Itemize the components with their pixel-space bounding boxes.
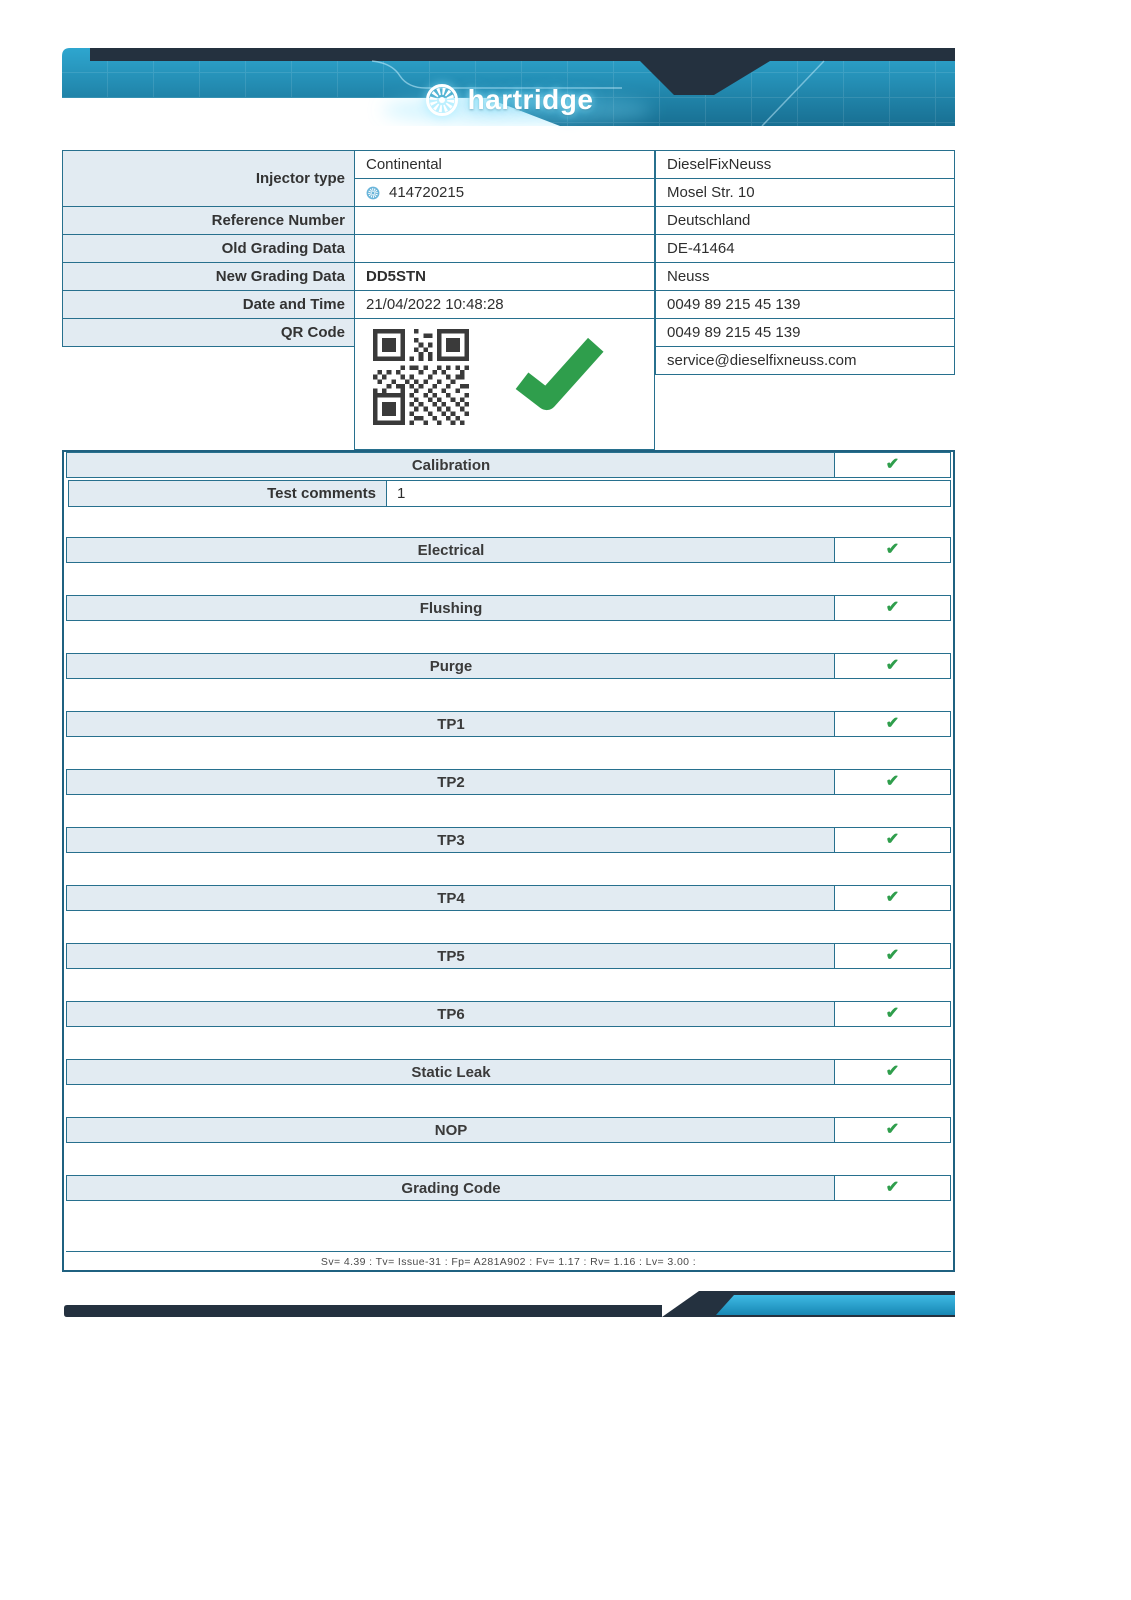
result-label: Electrical [417,541,485,559]
injector-number-text: 414720215 [389,184,465,201]
check-icon: ✔ [885,456,900,473]
result-row-tp6 [66,1001,951,1027]
test-comments-label: Test comments [69,481,387,506]
check-icon: ✔ [885,831,900,848]
result-check-cell [834,654,950,678]
footer-banner [62,1288,955,1320]
header-banner [62,48,955,126]
result-check-cell [834,1176,950,1200]
report-version-info: Sv= 4.39 : Tv= Issue-31 : Fp= A281A902 : Fv= 1.17 : Rv= 1.16 : Lv= 3.00 : [66,1251,951,1271]
result-label: Static Leak [411,1063,491,1081]
new-grading-value: DD5STN [354,262,655,291]
result-row-nop [66,1117,951,1143]
result-row-tp2 [66,769,951,795]
result-label: TP1 [437,715,465,733]
customer-phone-2: 0049 89 215 45 139 [655,318,955,347]
brand-name: hartridge [467,84,594,115]
result-check-cell [834,1118,950,1142]
qr-code-label: QR Code [62,318,355,347]
result-label: Purge [429,657,473,675]
reference-number-label: Reference Number [62,206,355,235]
injector-number-value [354,178,655,207]
reference-number-value [354,206,655,235]
result-label: TP5 [437,947,465,965]
test-comments-value: 1 [397,485,406,502]
result-check-cell [834,538,950,562]
result-row-flushing [66,595,951,621]
result-label: Flushing [419,599,483,617]
check-icon: ✔ [885,1121,900,1138]
check-icon: ✔ [885,947,900,964]
check-icon: ✔ [885,599,900,616]
result-check-cell [834,1060,950,1084]
result-check-cell [834,944,950,968]
result-check-cell [834,770,950,794]
result-check-cell [834,712,950,736]
customer-phone-1: 0049 89 215 45 139 [655,290,955,319]
result-label: Calibration [411,456,491,474]
check-icon: ✔ [885,715,900,732]
result-check-cell [834,828,950,852]
result-row-tp5 [66,943,951,969]
date-time-label: Date and Time [62,290,355,319]
injector-info-table [62,150,955,450]
result-row-tp3 [66,827,951,853]
injector-make-value: Continental [354,150,655,179]
check-icon: ✔ [885,889,900,906]
new-grading-label: New Grading Data [62,262,355,291]
check-icon: ✔ [885,773,900,790]
result-row-calibration [66,452,951,478]
pass-check-icon [505,333,609,421]
check-icon: ✔ [885,1063,900,1080]
result-label: TP3 [437,831,465,849]
customer-country: Deutschland [655,206,955,235]
check-icon: ✔ [885,541,900,558]
result-check-cell [834,1002,950,1026]
customer-city: Neuss [655,262,955,291]
date-time-value: 21/04/2022 10:48:28 [354,290,655,319]
injector-wheel-icon [366,186,380,200]
customer-street: Mosel Str. 10 [655,178,955,207]
result-row-purge [66,653,951,679]
customer-name: DieselFixNeuss [655,150,955,179]
result-row-grading-code [66,1175,951,1201]
result-check-cell [834,453,950,477]
qr-code-cell [354,318,655,450]
result-label: TP4 [437,889,465,907]
customer-postcode: DE-41464 [655,234,955,263]
result-check-cell [834,886,950,910]
result-label: NOP [434,1121,468,1139]
result-row-electrical [66,537,951,563]
test-results-table [62,450,955,1272]
result-label: TP2 [437,773,465,791]
check-icon: ✔ [885,657,900,674]
customer-email: service@dieselfixneuss.com [655,346,955,375]
old-grading-label: Old Grading Data [62,234,355,263]
result-row-tp4 [66,885,951,911]
qr-code-image [373,329,469,425]
result-row-static-leak [66,1059,951,1085]
injector-type-label: Injector type [62,150,355,207]
result-check-cell [834,596,950,620]
old-grading-value [354,234,655,263]
test-comments-row [68,480,951,507]
check-icon: ✔ [885,1005,900,1022]
check-icon: ✔ [885,1179,900,1196]
result-label: Grading Code [401,1179,501,1197]
result-row-tp1 [66,711,951,737]
result-label: TP6 [437,1005,465,1023]
